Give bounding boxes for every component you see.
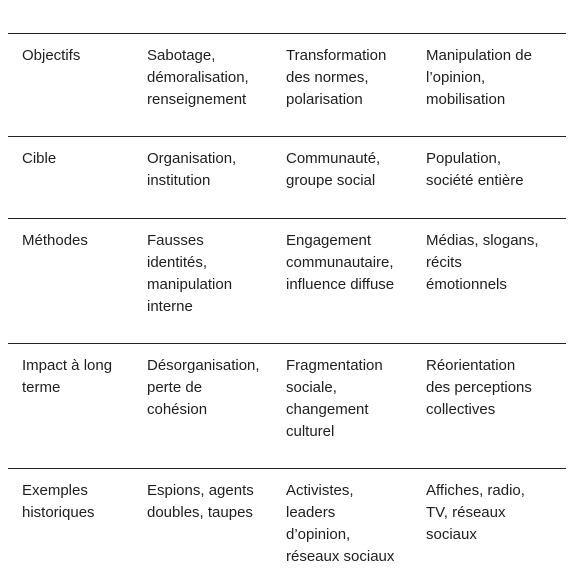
table-cell: Population, société entière <box>426 150 524 189</box>
table-cell: Communauté, groupe social <box>286 150 381 189</box>
row-label: Objectifs <box>22 47 81 64</box>
table-cell: Fausses identités, manipulation interne <box>147 232 233 315</box>
row-label: Méthodes <box>22 232 88 249</box>
table-cell: Réorientation des perceptions collectives <box>426 357 532 418</box>
row-label: Cible <box>22 150 57 167</box>
table-cell: Désorganisation, perte de cohésion <box>147 357 260 418</box>
table-cell: Espions, agents doubles, taupes <box>147 482 254 521</box>
comparison-table <box>8 33 566 577</box>
table-cell: Affiches, radio, TV, réseaux sociaux <box>426 482 525 543</box>
table-row-impact <box>8 343 566 468</box>
table-cell: Activistes, leaders d’opinion, réseaux sociaux <box>286 482 395 565</box>
table-cell: Organisation, institution <box>147 150 237 189</box>
row-label: Exemples historiques <box>22 482 95 521</box>
table-cell: Transformation des normes, polarisation <box>286 47 387 108</box>
table-row-objectifs <box>8 33 566 136</box>
table-row-exemples <box>8 468 566 577</box>
table-row-methodes <box>8 218 566 343</box>
table-row-cible <box>8 136 566 218</box>
table-cell: Fragmentation sociale, changement culturel <box>286 357 383 440</box>
table-cell: Médias, slogans, récits émotionnels <box>426 232 539 293</box>
table-cell: Engagement communautaire, influence diffuse <box>286 232 395 293</box>
table-cell: Sabotage, démoralisation, renseignement <box>147 47 249 108</box>
table-cell: Manipulation de l’opinion, mobilisation <box>426 47 532 108</box>
row-label: Impact à long terme <box>22 357 113 396</box>
